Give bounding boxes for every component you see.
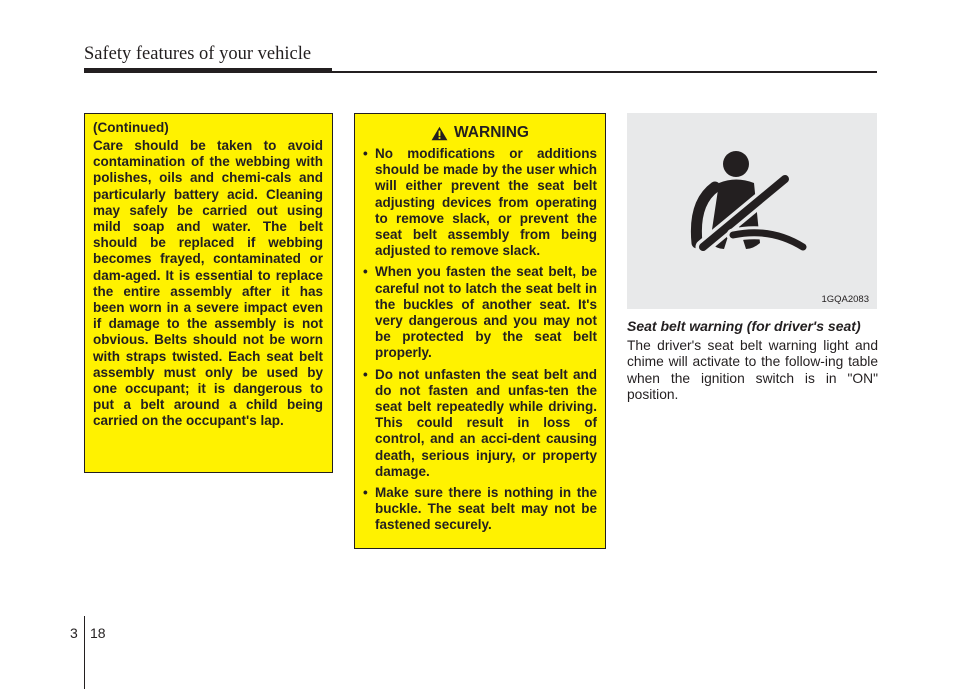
warning-header: [363, 122, 597, 144]
bullet: •: [363, 146, 368, 161]
section-body: The driver's seat belt warning light and chime will activate to the follow-ing table when the ignition switch is in "ON" position.: [627, 338, 878, 403]
warning-title: WARNING: [454, 124, 529, 141]
warning-item: [363, 264, 597, 361]
warning-item: [363, 146, 597, 259]
continued-body: Care should be taken to avoid contamination of the webbing with polishes, oils and chemi-cals and particularly battery acid. Cleaning may safely be carried out using mild soap and water. The belt should be replaced if webbing becomes frayed, contaminated or dam-aged. It is essential to replace the entire assembly after it has been worn in a severe impact even if damage to the assembly is not obvious. Belts should not be worn with straps twisted. Each seat belt assembly must only be used by one occupant; it is dangerous to put a belt around a child being carried on the occupant's lap.: [93, 138, 323, 429]
continued-caution-box: [84, 113, 333, 473]
footer-rule: [84, 616, 85, 689]
warning-item-text: Do not unfasten the seat belt and do not fasten and unfas-ten the seat belt repeatedly while driving. This could result in loss of control, and an acci-dent causing death, serious injury, or property damage.: [375, 366, 597, 479]
seat-belt-warning-icon: [689, 143, 817, 273]
warning-item: [363, 367, 597, 480]
header-rule-thick: [84, 68, 332, 73]
page-number: 18: [90, 625, 106, 641]
header-rule-thin: [332, 71, 877, 73]
warning-triangle-icon: [431, 126, 448, 141]
section-heading: Seat belt warning (for driver's seat): [627, 318, 861, 334]
bullet: •: [363, 485, 368, 501]
page-header-title: Safety features of your vehicle: [84, 44, 312, 64]
warning-item: [363, 485, 597, 534]
continued-heading: (Continued): [93, 120, 169, 135]
seat-belt-figure: [627, 113, 877, 309]
warning-item-text: No modifications or additions should be made by the user which will either prevent the seat belt adjusting devices from operating to remove slack, or prevent the seat belt assembly from being adjusted to remove slack.: [375, 146, 597, 259]
chapter-number: 3: [70, 625, 78, 641]
warning-list: [363, 146, 597, 534]
warning-item-text: Make sure there is nothing in the buckle. The seat belt may not be fastened securely.: [375, 485, 597, 533]
warning-box: [354, 113, 606, 549]
bullet: •: [363, 366, 368, 382]
figure-code: 1GQA2083: [821, 294, 869, 305]
warning-item-text: When you fasten the seat belt, be careful not to latch the seat belt in the buckles of another seat. It's very dangerous and you may not be protected by the seat belt properly.: [375, 264, 597, 361]
bullet: •: [363, 264, 368, 280]
